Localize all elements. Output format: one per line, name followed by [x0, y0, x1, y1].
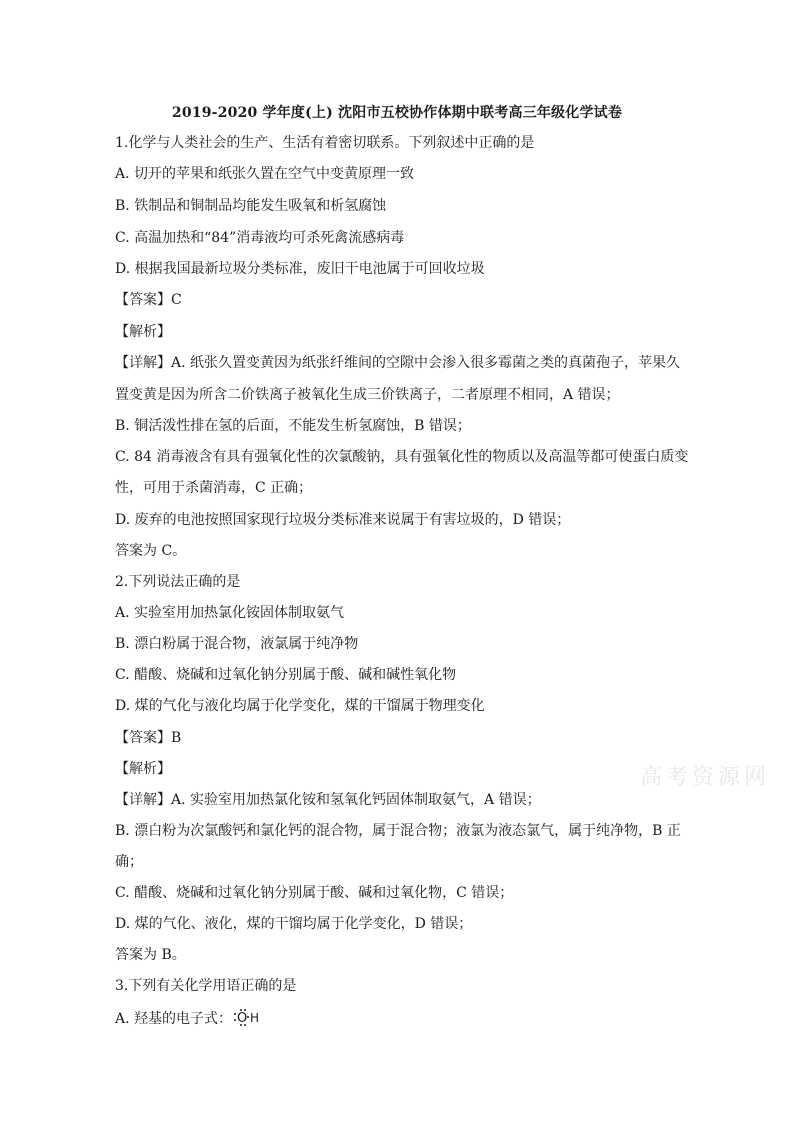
q2-detail-line-3: 确； — [115, 854, 143, 870]
q2-detail-line-1: 【详解】A. 实验室用加热氯化铵和氢氧化钙固体制取氨气，A 错误； — [115, 792, 541, 808]
q3-option-a-text: A. 羟基的电子式： — [115, 1011, 233, 1027]
q2-detail-line-4: C. 醋酸、烧碱和过氧化钠分别属于酸、碱和过氧化物，C 错误； — [115, 885, 514, 901]
q2-option-b: B. 漂白粉属于混合物，液氯属于纯净物 — [115, 636, 359, 652]
q1-option-b: B. 铁制品和铜制品均能发生吸氧和析氢腐蚀 — [115, 198, 387, 214]
q1-answer: 【答案】C — [115, 292, 182, 308]
q1-analysis-label: 【解析】 — [115, 324, 171, 340]
q1-detail-line-2: 置变黄是因为所含二价铁离子被氧化生成三价铁离子，二者原理不相同，A 错误； — [115, 387, 620, 403]
q2-option-a: A. 实验室用加热氯化铵固体制取氨气 — [115, 605, 345, 621]
electron-dot — [247, 1016, 249, 1018]
q2-option-d: D. 煤的气化与液化均属于化学变化，煤的干馏属于物理变化 — [115, 698, 485, 714]
q1-detail-line-5: 性，可用于杀菌消毒，C 正确； — [115, 480, 313, 496]
q1-detail-line-3: B. 铜活泼性排在氢的后面，不能发生析氢腐蚀，B 错误； — [115, 418, 471, 434]
q1-option-a: A. 切开的苹果和纸张久置在空气中变黄原理一致 — [115, 166, 415, 182]
q2-analysis-label: 【解析】 — [115, 761, 171, 777]
q2-answer: 【答案】B — [115, 730, 182, 746]
q1-detail-line-6: D. 废弃的电池按照国家现行垃圾分类标准来说属于有害垃圾的，D 错误； — [115, 512, 571, 528]
q1-detail-line-4: C. 84 消毒液含有具有强氧化性的次氯酸钠，具有强氧化性的物质以及高温等都可使蛋白质变 — [115, 449, 689, 465]
document-title: 2019-2020 学年度(上) 沈阳市五校协作体期中联考高三年级化学试卷 — [171, 105, 623, 121]
q2-stem: 2.下列说法正确的是 — [115, 574, 241, 590]
electron-dot — [234, 1013, 236, 1015]
q2-option-c: C. 醋酸、烧碱和过氧化钠分别属于酸、碱和碱性氧化物 — [115, 667, 457, 683]
hydrogen-symbol: H — [250, 1011, 260, 1025]
q1-final-answer: 答案为 C。 — [115, 543, 187, 559]
q1-stem: 1.化学与人类社会的生产、生活有着密切联系。下列叙述中正确的是 — [115, 135, 535, 151]
q3-option-a — [115, 1009, 259, 1028]
q1-option-d: D. 根据我国最新垃圾分类标准，废旧干电池属于可回收垃圾 — [115, 261, 485, 277]
q2-final-answer: 答案为 B。 — [115, 947, 186, 963]
q3-stem: 3.下列有关化学用语正确的是 — [115, 978, 297, 994]
q1-detail-line-1: 【详解】A. 纸张久置变黄因为纸张纤维间的空隙中会渗入很多霉菌之类的真菌孢子，苹果久 — [115, 355, 681, 371]
electron-dot — [234, 1019, 236, 1021]
hydroxyl-electron-formula — [234, 1010, 250, 1026]
q1-option-c: C. 高温加热和“84”消毒液均可杀死禽流感病毒 — [115, 230, 405, 246]
q2-detail-line-5: D. 煤的气化、液化，煤的干馏均属于化学变化，D 错误； — [115, 916, 473, 932]
q2-detail-line-2: B. 漂白粉为次氯酸钙和氯化钙的混合物，属于混合物；液氯为液态氯气，属于纯净物，B 正 — [115, 823, 681, 839]
oxygen-symbol: O — [237, 1011, 248, 1026]
watermark: 高考资源网 — [640, 765, 771, 790]
